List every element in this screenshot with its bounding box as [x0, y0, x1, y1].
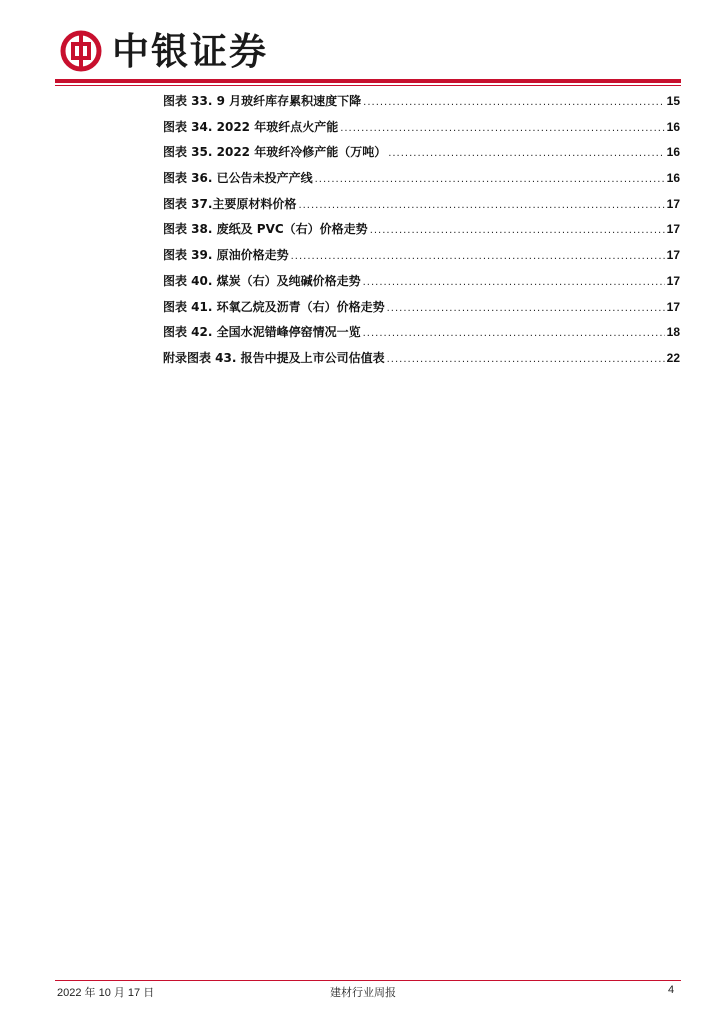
toc-leader-dots [315, 174, 665, 185]
toc-entry-title: 图表 38. 废纸及 PVC（右）价格走势 [163, 222, 368, 237]
toc-entry-page: 17 [666, 299, 680, 314]
toc-entry-title: 图表 33. 9 月玻纤库存累积速度下降 [163, 94, 362, 108]
toc-leader-dots [387, 354, 665, 365]
toc-entry-page: 22 [666, 350, 680, 365]
footer-date: 2022 年 10 月 17 日 [57, 987, 155, 999]
footer-page-number: 4 [668, 984, 675, 996]
toc-leader-dots [363, 328, 665, 339]
toc-leader-dots [363, 277, 665, 288]
toc-entry-page: 16 [666, 171, 680, 186]
page-header [0, 0, 724, 90]
toc-entry[interactable] [163, 220, 680, 246]
toc-entry-title: 图表 41. 环氧乙烷及沥青（右）价格走势 [163, 299, 385, 314]
toc-leader-dots [363, 97, 664, 108]
toc-leader-dots [388, 148, 664, 159]
toc-leader-dots [291, 251, 665, 262]
bank-of-china-logo-icon [60, 30, 102, 72]
toc-entry[interactable] [163, 92, 680, 118]
toc-entry-title: 图表 34. 2022 年玻纤点火产能 [163, 119, 339, 134]
toc-entry-title: 图表 35. 2022 年玻纤冷修产能（万吨） [163, 145, 387, 160]
brand-name: 中银证券 [112, 29, 268, 73]
toc-entry-page: 18 [666, 325, 680, 340]
toc-entry-page: 16 [666, 145, 680, 160]
footer-report-title: 建材行业周报 [330, 987, 396, 999]
header-rule [55, 79, 681, 83]
toc-entry-page: 16 [666, 119, 680, 134]
toc-entry[interactable] [163, 118, 680, 144]
toc-entry-page: 17 [666, 196, 680, 211]
toc-entry[interactable] [163, 169, 680, 195]
toc-entry-page: 17 [666, 222, 680, 237]
toc-leader-dots [298, 200, 664, 211]
toc-entry[interactable] [163, 246, 680, 272]
toc-entry-title: 图表 42. 全国水泥错峰停窑情况一览 [163, 325, 361, 340]
footer-rule [55, 980, 681, 981]
figure-index-list [163, 92, 680, 375]
toc-entry-title: 图表 40. 煤炭（右）及纯碱价格走势 [163, 273, 361, 288]
toc-entry[interactable] [163, 349, 680, 375]
header-thin-rule [55, 85, 681, 86]
toc-entry-title: 图表 39. 原油价格走势 [163, 248, 289, 263]
toc-entry[interactable] [163, 195, 680, 221]
toc-leader-dots [387, 303, 665, 314]
toc-entry-title: 附录图表 43. 报告中提及上市公司估值表 [163, 350, 385, 365]
toc-leader-dots [370, 225, 665, 236]
toc-entry[interactable] [163, 143, 680, 169]
toc-entry-page: 15 [666, 94, 680, 108]
toc-entry[interactable] [163, 272, 680, 298]
toc-entry-page: 17 [666, 273, 680, 288]
toc-entry[interactable] [163, 298, 680, 324]
toc-entry-title: 图表 36. 已公告未投产产线 [163, 171, 313, 186]
toc-entry[interactable] [163, 323, 680, 349]
toc-leader-dots [340, 123, 664, 134]
toc-entry-title: 图表 37.主要原材料价格 [163, 196, 297, 211]
toc-entry-page: 17 [666, 248, 680, 263]
